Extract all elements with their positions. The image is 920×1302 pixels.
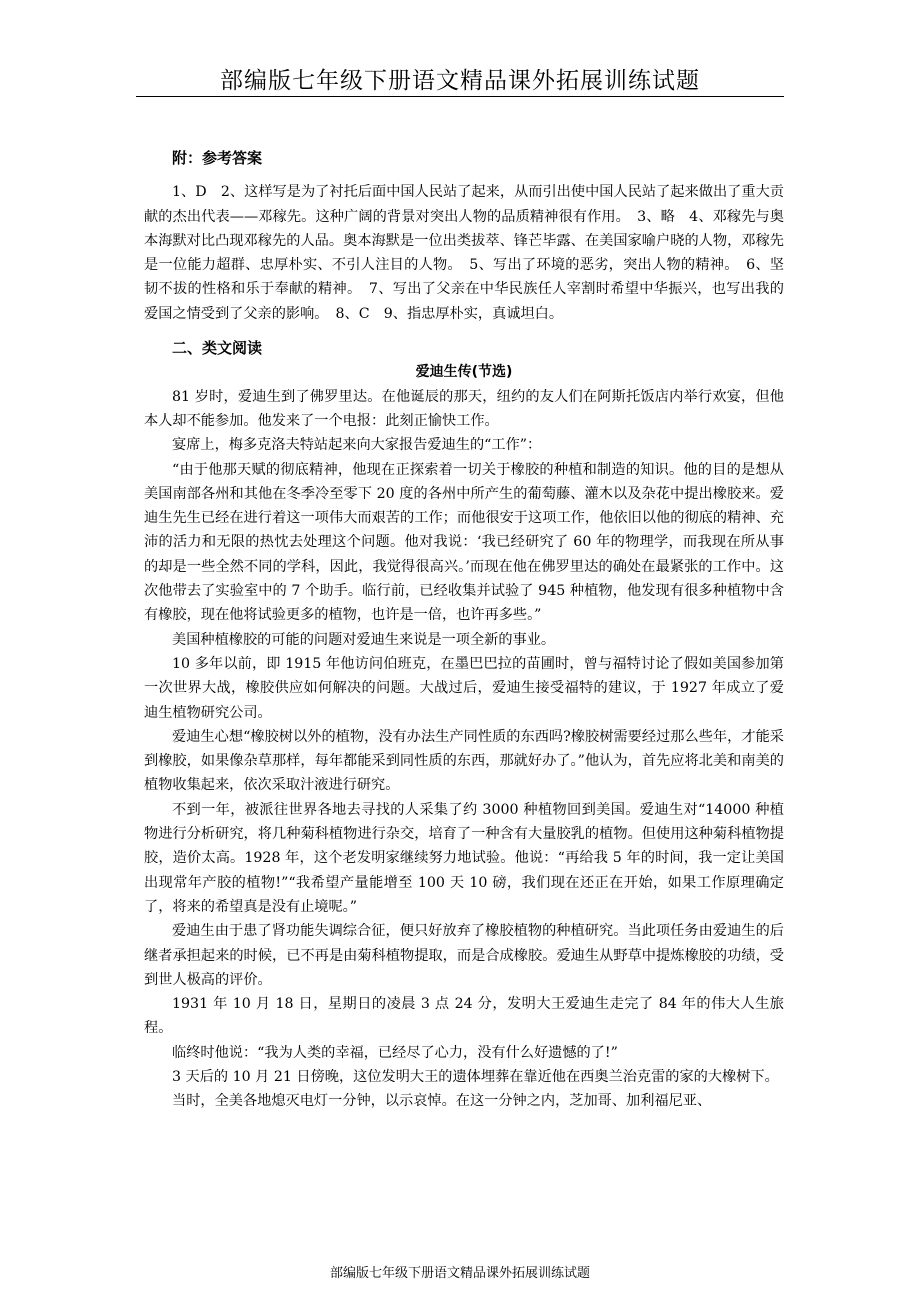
article-paragraph-1: 81 岁时，爱迪生到了佛罗里达。在他诞辰的那天，纽约的友人们在阿斯托饭店内举行欢宴，但他本人却不能参加。他发来了一个电报：此刻正愉快工作。 <box>144 388 784 429</box>
article-paragraph-10: 临终时他说：“我为人类的幸福，已经尽了心力，没有什么好遗憾的了!” <box>172 1044 618 1061</box>
article-paragraph-4: 美国种植橡胶的可能的问题对爱迪生来说是一项全新的事业。 <box>172 631 556 648</box>
article-paragraph-11: 3 天后的 10 月 21 日傍晚，这位发明大王的遗体埋葬在靠近他在西奥兰治克雷的家的大橡树下。 <box>172 1068 779 1085</box>
article-paragraph-8: 爱迪生由于患了肾功能失调综合征，便只好放弃了橡胶植物的种植研究。当此项任务由爱迪生的后继者承担起来的时候，已不再是由菊科植物提取，而是合成橡胶。爱迪生从野草中提炼橡胶的功绩，受到世人极高的评价。 <box>144 923 784 988</box>
article-paragraph-6: 爱迪生心想“橡胶树以外的植物，没有办法生产同性质的东西吗?橡胶树需要经过那么些年，才能采到橡胶，如果像杂草那样，每年都能采到同性质的东西，那就好办了。”他认为，首先应将北美和南美的植物收集起来，依次采取汁液进行研究。 <box>144 728 784 794</box>
article-paragraph-9: 1931 年 10 月 18 日，星期日的凌晨 3 点 24 分，发明大王爱迪生走完了 84 年的伟大人生旅程。 <box>144 996 784 1037</box>
article-title: 爱迪生传(节选) <box>415 364 513 381</box>
answers-heading: 附：参考答案 <box>172 149 263 167</box>
page-content <box>144 140 784 1114</box>
article-paragraph-3: “由于他那天赋的彻底精神，他现在正探索着一切关于橡胶的种植和制造的知识。他的目的是想从美国南部各州和其他在冬季冷至零下 20 度的各州中所产生的葡萄藤、灌木以及杂花中提出橡胶来。爱迪生先生已经在进行着这一项伟大而艰苦的工作；而他很安于这项工作，他依旧以他的彻底的精神、充沛的活力和无限的热忱去处理这个问题。他对我说：‘我已经研究了 60 年的物理学，而我现在所从事的却是一些全然不同的学科，因此，我觉得很高兴。’而现在他在佛罗里达的确处在最紧张的工作中。这次他带去了实验室中的 7 个助手。临行前，已经收集并试验了 945 种植物，他发现有很多种植物中含有橡胶，现在他将试验更多的植物，也许是一倍，也许再多些。” <box>144 461 784 624</box>
reading-heading: 二、类文阅读 <box>172 339 263 358</box>
page-header-title: 部编版七年级下册语文精品课外拓展训练试题 <box>220 68 700 94</box>
article-paragraph-7: 不到一年，被派往世界各地去寻找的人采集了约 3000 种植物回到美国。爱迪生对“14000 种植物进行分析研究，将几种菊科植物进行杂交，培育了一种含有大量胶乳的植物。但使用这种菊科植物提胶，造价太高。1928 年，这个老发明家继续努力地试验。他说：“再给我 5 年的时间，我一定让美国出现常年产胶的植物!”“我希望产量能增至 100 天 10 磅，我们现在还正在开始，如果工作原理确定了，将来的希望真是没有止境呢。” <box>144 801 784 915</box>
article-paragraph-5: 10 多年以前，即 1915 年他访问伯班克，在墨巴巴拉的苗圃时，曾与福特讨论了假如美国参加第一次世界大战，橡胶供应如何解决的问题。大战过后，爱迪生接受福特的建议，于 1927 年成立了爱迪生植物研究公司。 <box>144 655 784 721</box>
page-footer: 部编版七年级下册语文精品课外拓展训练试题 <box>329 1266 590 1281</box>
answers-text: 1、D 2、这样写是为了衬托后面中国人民站了起来，从而引出使中国人民站了起来做出了重大贡献的杰出代表——邓稼先。这种广阔的背景对突出人物的品质精神很有作用。 3、略 4、邓稼先与奥本海默对比凸现邓稼先的人品。奥本海默是一位出类拔萃、锋芒毕露、在美国家喻户晓的人物，邓稼先是一位能力超群、忠厚朴实、不引人注目的人物。 5、写出了环境的恶劣，突出人物的精神。 6、坚韧不拔的性格和乐于奉献的精神。 7、写出了父亲在中华民族任人宰割时希望中华振兴，也写出我的爱国之情受到了父亲的影响。 8、C 9、指忠厚朴实，真诚坦白。 <box>144 184 784 322</box>
header-divider <box>136 96 784 97</box>
article-paragraph-12: 当时，全美各地熄灭电灯一分钟，以示哀悼。在这一分钟之内，芝加哥、加利福尼亚、 <box>172 1093 712 1110</box>
article-paragraph-2: 宴席上，梅多克洛夫特站起来向大家报告爱迪生的“工作”： <box>172 437 542 454</box>
